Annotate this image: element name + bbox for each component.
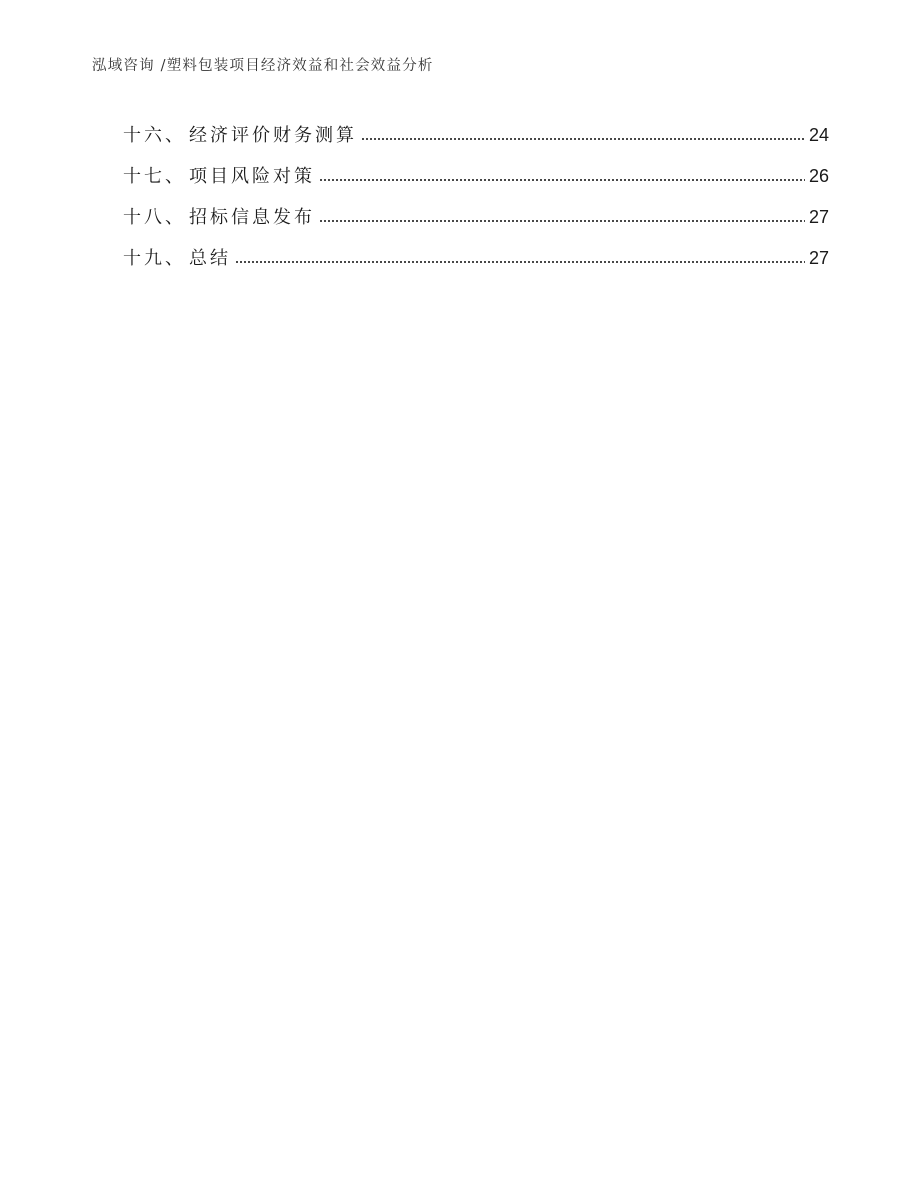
toc-entry-number: 十六、 bbox=[123, 125, 186, 146]
toc-entry-page: 24 bbox=[808, 125, 829, 145]
toc-entry-title: 总结 bbox=[189, 248, 231, 269]
toc-entry-page: 27 bbox=[808, 248, 829, 268]
toc-entry-number: 十九、 bbox=[123, 248, 186, 269]
toc-entry-title: 经济评价财务测算 bbox=[189, 125, 357, 146]
toc-entry-number: 十七、 bbox=[123, 166, 186, 187]
running-header: 泓域咨询 /塑料包装项目经济效益和社会效益分析 bbox=[92, 58, 434, 74]
toc-entry-16[interactable] bbox=[123, 118, 829, 159]
toc-dot-leader bbox=[235, 247, 805, 265]
toc-dot-leader bbox=[319, 165, 805, 183]
toc-entry-17[interactable] bbox=[123, 159, 829, 200]
toc-entry-page: 26 bbox=[808, 166, 829, 186]
toc-dot-leader bbox=[319, 206, 805, 224]
table-of-contents bbox=[123, 118, 829, 282]
toc-entry-18[interactable] bbox=[123, 200, 829, 241]
toc-entry-title: 招标信息发布 bbox=[189, 207, 315, 228]
toc-dot-leader bbox=[361, 124, 805, 142]
toc-entry-19[interactable] bbox=[123, 241, 829, 282]
toc-entry-number: 十八、 bbox=[123, 207, 186, 228]
toc-entry-page: 27 bbox=[808, 207, 829, 227]
toc-entry-title: 项目风险对策 bbox=[189, 166, 315, 187]
